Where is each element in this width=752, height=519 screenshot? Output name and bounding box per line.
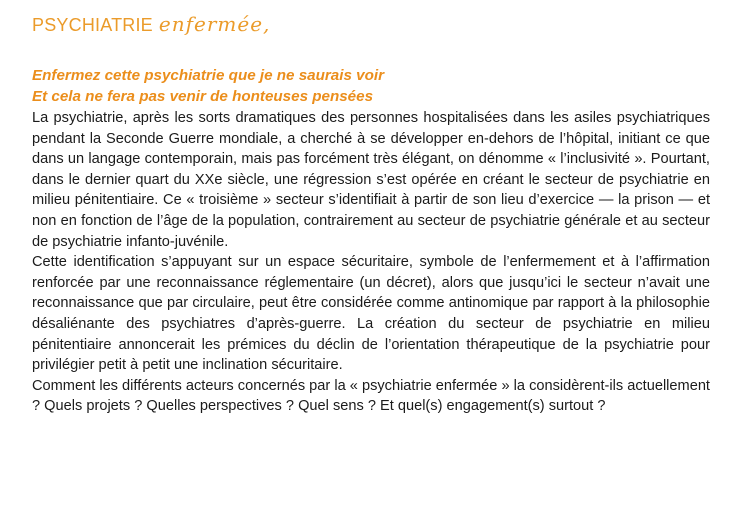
- subtitle-block: [32, 66, 722, 107]
- article-body: [32, 108, 710, 417]
- header-title-script: enfermée,: [158, 12, 271, 36]
- subtitle-line-1: Enfermez cette psychiatrie que je ne saurais voir: [32, 67, 384, 84]
- paragraph-2: Cette identification s’appuyant sur un espace sécuritaire, symbole de l’enfermement et à l’affirmation renforcée par une reconnaissance réglementaire (un décret), alors que jusqu’ici le secteur n’avait une reconnaissance que par circulaire, peut être considérée comme antinomique par rapport à la philosophie désaliénante des psychiatres d’après-guerre. La création du secteur de psychiatrie en milieu pénitentiaire annoncerait les prémices du déclin de l’orientation thérapeutique de la psychiatrie pour privilégier petit à petit une inclination sécuritaire.: [32, 254, 710, 374]
- paragraph-1: La psychiatrie, après les sorts dramatiques des personnes hospitalisées dans les asiles psychiatriques pendant la Seconde Guerre mondiale, a cherché à se développer en-dehors de l’hôpital, initiant ce que dans un langage contemporain, mais pas forcément très élégant, on dénomme « l’inclusivité ». Pourtant, dans le dernier quart du XXe siècle, une régression s’est opérée en créant le secteur de psychiatrie en milieu pénitentiaire. Ce « troisième » secteur s’identifiait à partir de son lieu d’exercice — la prison — et non en fonction de l’âge de la population, contrairement au secteur de psychiatrie générale et au secteur de psychiatrie infanto-juvénile.: [32, 110, 710, 250]
- subtitle-line-2: Et cela ne fera pas venir de honteuses pensées: [32, 87, 374, 105]
- paragraph-3: Comment les différents acteurs concernés par la « psychiatrie enfermée » la considèrent-ils actuellement ? Quels projets ? Quelles perspectives ? Quel sens ? Et quel(s) engagement(s) surtout ?: [32, 377, 710, 415]
- header-title-main: PSYCHIATRIE: [32, 15, 153, 35]
- page-header: [32, 12, 270, 44]
